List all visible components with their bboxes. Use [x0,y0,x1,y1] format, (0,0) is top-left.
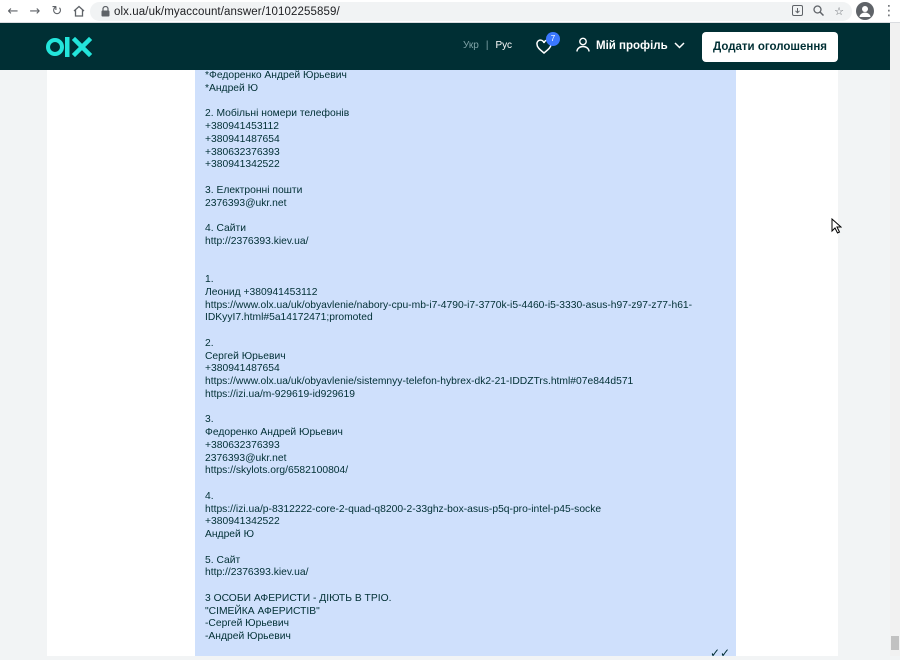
message-line [205,210,726,223]
message-line: IDKyyI7.html#5a14172471;promoted [205,312,373,324]
message-line: +380632376393 [205,439,280,451]
olx-logo[interactable] [46,34,94,60]
message-line: -Сергей Юрьевич [205,618,289,630]
add-listing-button[interactable]: Додати оголошення [702,32,838,62]
address-bar[interactable] [90,2,852,21]
browser-menu-icon[interactable]: ⋮ [882,3,896,19]
message-line: 3 ОСОБИ АФЕРИСТИ - ДІЮТЬ В ТРІО. [205,592,392,604]
favorites-count-badge: 7 [546,32,560,46]
message-line: "СІМЕЙКА АФЕРИСТІВ" [205,605,320,617]
chevron-down-icon [674,40,685,52]
message-line: Андрей Ю [205,529,255,540]
message-line: +380941342522 [205,516,280,528]
message-line: http://2376393.kiev.ua/ [205,567,309,579]
message-line: 5. Сайт [205,554,241,566]
message-line: 2. Мобільні номери телефонів [205,108,350,120]
message-line: +380941487654 [205,133,280,145]
message-line: Леонид +380941453112 [205,286,318,298]
message-line: 2376393@ukr.net [205,197,287,209]
message-line: 2376393@ukr.net [205,452,287,464]
message-line: *Федоренко Андрей Юрьевич [205,70,347,81]
lang-rus-link[interactable]: Рус [495,40,513,51]
message-line: https://www.olx.ua/uk/obyavlenie/nabory-cpu-mb-i7-4790-i7-3770k-i5-4460-i5-3330-asus-h97-z97-z77-h61- [205,299,693,311]
profile-label: Мій профіль [596,40,668,52]
profile-menu[interactable] [576,37,685,55]
browser-toolbar [0,0,900,23]
message-line: Федоренко Андрей Юрьевич [205,427,343,438]
message-line: +380941487654 [205,363,280,375]
message-bubble [195,70,736,656]
message-line: https://skylots.org/6582100804/ [205,465,349,477]
site-header [0,23,890,70]
message-text [195,70,736,644]
message-line: 3. Електронні пошти [205,184,303,196]
message-line [205,478,726,491]
lang-separator: | [485,40,489,51]
user-icon [576,37,590,55]
message-line: *Андрей Ю [205,82,259,94]
reload-icon[interactable]: ↻ [51,3,63,19]
bookmark-star-icon[interactable]: ☆ [834,5,844,18]
message-line: +380941453112 [205,121,279,132]
message-line: 3. [205,414,214,426]
message-line [205,402,726,415]
message-line [205,261,726,274]
forward-arrow-icon[interactable]: → [29,3,41,19]
message-line: +380941342522 [205,159,280,171]
home-icon[interactable] [68,0,90,22]
message-line: -Андрей Юрьевич [205,631,291,642]
url-text: olx.ua/uk/myaccount/answer/10102255859/ [114,5,340,18]
message-line [205,96,726,109]
page-scrollbar[interactable] [890,23,900,656]
language-switcher [463,40,512,51]
message-line [205,325,726,338]
zoom-icon[interactable] [813,5,824,19]
install-app-icon[interactable] [792,5,803,19]
message-line [205,580,726,593]
message-line: +380632376393 [205,146,280,158]
message-line: https://izi.ua/p-8312222-core-2-quad-q8200-2-33ghz-box-asus-p5q-pro-intel-p45-socke [205,503,602,515]
browser-profile-avatar[interactable] [856,2,874,20]
message-line: 2. [205,337,214,349]
message-line: Сергей Юрьевич [205,350,286,362]
message-line: http://2376393.kiev.ua/ [205,235,309,247]
message-line: 4. [205,490,214,502]
scrollbar-thumb[interactable] [891,636,899,650]
message-line: 4. Сайти [205,223,246,234]
lang-ukr-link[interactable]: Укр [463,40,479,51]
mouse-cursor-icon [831,218,842,239]
message-line: 1. [205,274,214,285]
read-checkmark-icon: ✓✓ [710,646,731,660]
message-line [205,542,726,555]
back-arrow-icon[interactable]: ← [7,3,19,19]
lock-icon [96,6,114,17]
message-line [205,172,726,185]
message-line [205,249,726,262]
message-line: https://www.olx.ua/uk/obyavlenie/sistemnyy-telefon-hybrex-dk2-21-IDDZTrs.html#07e844d571 [205,376,634,387]
message-line: https://izi.ua/m-929619-id929619 [205,388,355,400]
